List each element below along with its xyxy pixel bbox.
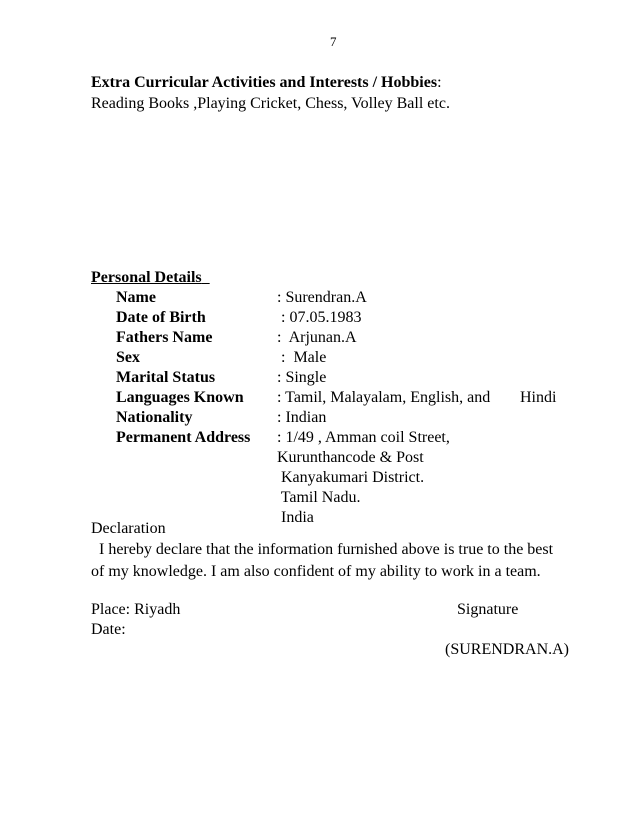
detail-value-sex: : Male (277, 349, 327, 366)
extra-curricular-heading-colon: : (437, 74, 442, 91)
address-line: Kurunthancode & Post (277, 449, 424, 466)
detail-label-languages: Languages Known (116, 389, 244, 406)
detail-label-sex: Sex (116, 349, 140, 366)
declaration-line-1: I hereby declare that the information furnished above is true to the best (91, 541, 554, 558)
detail-value-marital-status: : Single (277, 369, 327, 386)
page-number: 7 (330, 34, 337, 49)
address-line: Tamil Nadu. (277, 489, 361, 506)
detail-value-fathers-name: : Arjunan.A (277, 329, 357, 346)
signatory-name: (SURENDRAN.A) (445, 641, 569, 658)
detail-value-dob: : 07.05.1983 (277, 309, 362, 326)
address-line: Kanyakumari District. (277, 469, 425, 486)
extra-curricular-heading-text: Extra Curricular Activities and Interests / Hobbies (91, 74, 438, 91)
extra-curricular-heading (91, 73, 442, 93)
extra-curricular-text: Reading Books ,Playing Cricket, Chess, Volley Ball etc. (91, 95, 450, 112)
detail-label-nationality: Nationality (116, 409, 193, 426)
detail-label-name: Name (116, 289, 156, 306)
detail-value-address: : 1/49 , Amman coil Street, (277, 429, 450, 446)
detail-label-marital-status: Marital Status (116, 369, 216, 386)
personal-details-heading-text: Personal Details (91, 269, 202, 286)
detail-value-languages: : Tamil, Malayalam, English, and (277, 389, 491, 406)
signature-label: Signature (457, 601, 519, 618)
detail-label-dob: Date of Birth (116, 309, 206, 326)
place-label: Place: Riyadh (91, 601, 181, 618)
date-label: Date: (91, 621, 126, 638)
detail-label-fathers-name: Fathers Name (116, 329, 213, 346)
detail-label-address: Permanent Address (116, 429, 251, 446)
personal-details-heading (91, 268, 210, 288)
address-line: India (277, 509, 314, 526)
declaration-heading: Declaration (91, 520, 166, 537)
detail-value-languages-extra: Hindi (520, 389, 557, 406)
detail-value-nationality: : Indian (277, 409, 327, 426)
detail-value-name: : Surendran.A (277, 289, 367, 306)
declaration-line-2: of my knowledge. I am also confident of my ability to work in a team. (91, 563, 541, 580)
